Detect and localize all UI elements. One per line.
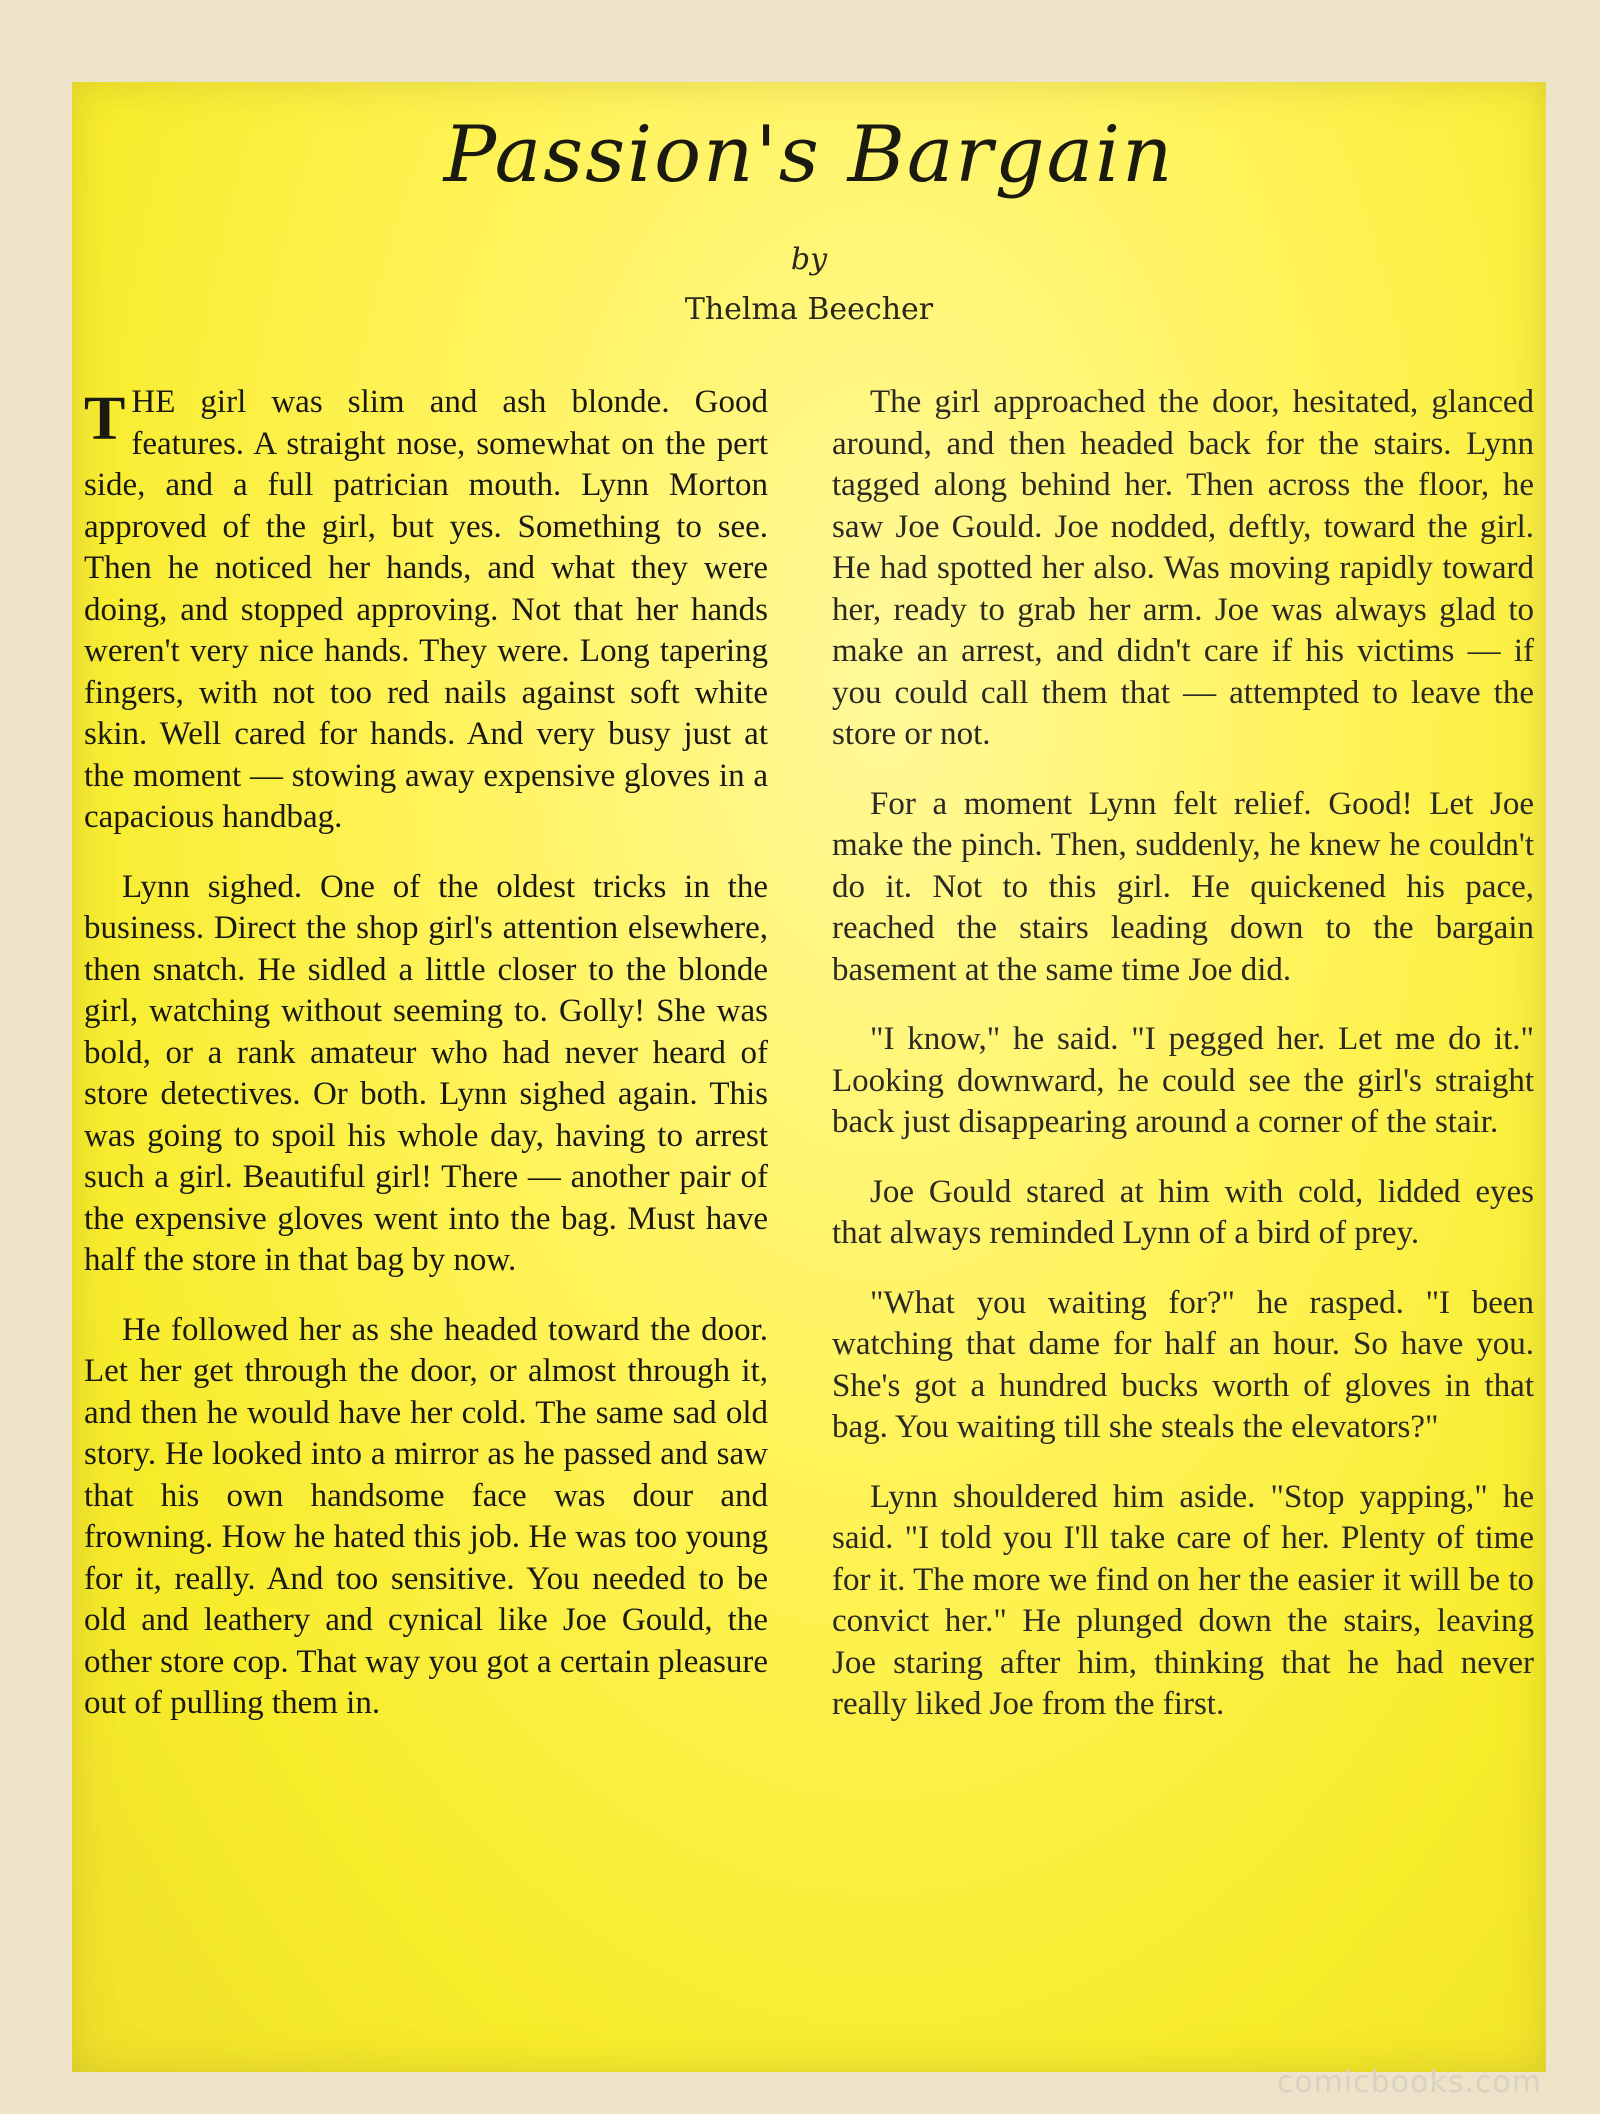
paragraph: "What you waiting for?" he rasped. "I been watching that dame for half an hour. So have you. She's got a hundred bucks worth of gloves in that bag. You waiting till she steals the elevators?": [832, 1284, 1534, 1445]
paragraph: The girl approached the door, hesitated, glanced around, and then headed back for the stairs. Lynn tagged along behind her. Then across the floor, he saw Joe Gould. Joe nodded, deftly, toward the girl. He had spotted her also. Was moving rapidly toward her, ready to grab her arm. Joe was always glad to make an arrest, and didn't care if his victims — if you could call them that — attempted to leave the store or not.: [832, 384, 1534, 752]
drop-cap: T: [84, 385, 126, 453]
paragraph: "I know," he said. "I pegged her. Let me do it." Looking downward, he could see the girl's straight back just disappearing around a corner of the stair.: [832, 1021, 1534, 1140]
right-column: [832, 382, 1534, 1754]
paragraph-text: HE girl was slim and ash blonde. Good features. A straight nose, somewhat on the pert side, and a full patrician mouth. Lynn Morton approved of the girl, but yes. Something to see. Then he noticed her hands, and what they were doing, and stopped approving. Not that her hands weren't very nice hands. They were. Long tapering fingers, with not too red nails against soft white skin. Well cared for hands. And very busy just at the moment — stowing away expensive gloves in a capacious handbag.: [84, 384, 768, 835]
story-title: Passion's Bargain: [443, 110, 1175, 200]
left-column: [84, 382, 768, 1753]
paragraph: For a moment Lynn felt relief. Good! Let Joe make the pinch. Then, suddenly, he knew he couldn't do it. Not to this girl. He quickened his pace, reached the stairs leading down to the bargain basement at the same time Joe did.: [832, 785, 1534, 988]
paragraph: [84, 382, 768, 839]
story-page: [72, 82, 1546, 2072]
byline: by: [790, 242, 828, 277]
author-name: Thelma Beecher: [684, 292, 934, 327]
watermark: comicbooks.com: [1276, 2065, 1542, 2100]
paragraph: He followed her as she headed toward the door. Let her get through the door, or almost through it, and then he would have her cold. The same sad old story. He looked into a mirror as he passed and saw that his own handsome face was dour and frowning. How he hated this job. He was too young for it, really. And too sensitive. You needed to be old and leathery and cynical like Joe Gould, the other store cop. That way you got a certain pleasure out of pulling them in.: [84, 1311, 768, 1721]
paragraph: Lynn sighed. One of the oldest tricks in the business. Direct the shop girl's attention elsewhere, then snatch. He sidled a little closer to the blonde girl, watching without seeming to. Golly! She was bold, or a rank amateur who had never heard of store detectives. Or both. Lynn sighed again. This was going to spoil his whole day, having to arrest such a girl. Beautiful girl! There — another pair of the expensive gloves went into the bag. Must have half the store in that bag by now.: [84, 868, 768, 1278]
paragraph: Lynn shouldered him aside. "Stop yapping," he said. "I told you I'll take care of her. Plenty of time for it. The more we find on her the easier it will be to convict her." He plunged down the stairs, leaving Joe staring after him, thinking that he had never really liked Joe from the first.: [832, 1478, 1534, 1722]
paragraph: Joe Gould stared at him with cold, lidded eyes that always reminded Lynn of a bird of prey.: [832, 1173, 1534, 1251]
